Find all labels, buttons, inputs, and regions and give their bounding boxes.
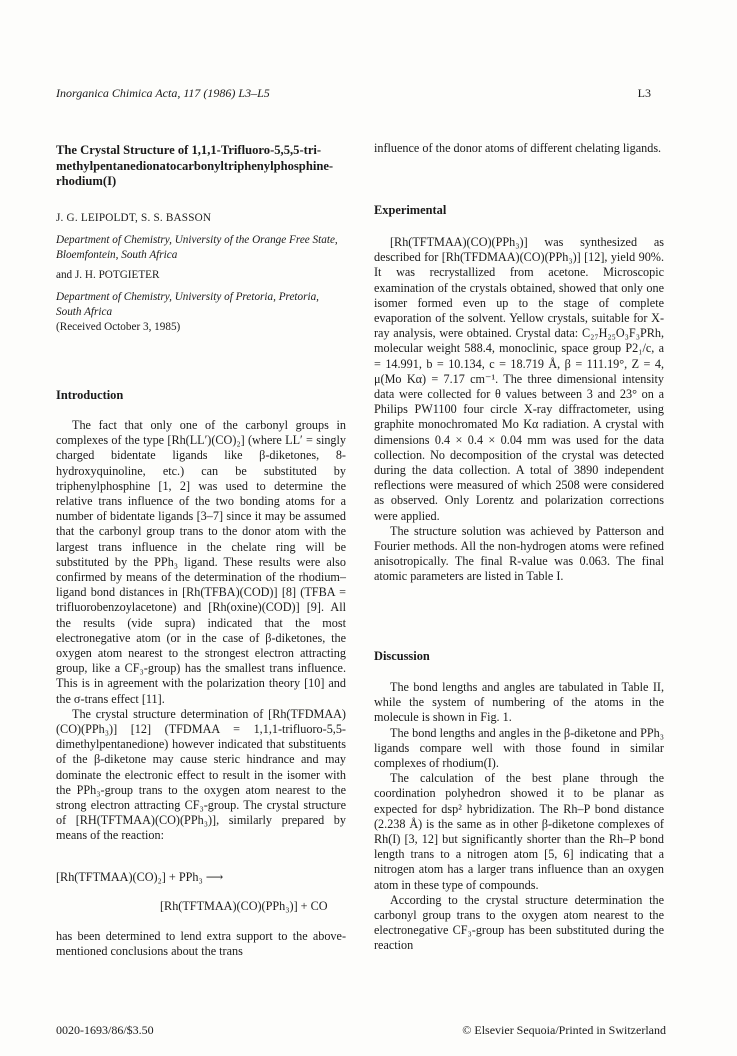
experimental-body: [374, 235, 664, 585]
introduction-paragraph: The crystal structure determination of [Rh(TFDMAA)(CO)(PPh₃)] [12] (TFDMAA = 1,1,1-trifluoro-5,5-dimethylpentanedione) however indicated that substituents of the β-diketone may cause steric hindrance and may dominate the electronic effect to result in the isomer with the PPh₃-group trans to the oxygen atom nearest to the strong electron attracting CF₃-group. The crystal structure of [RH(TFTMAA)(CO)(PPh₃)], similarly prepared by means of the reaction:: [56, 706, 346, 843]
journal-header: Inorganica Chimica Acta, 117 (1986) L3–L5: [56, 86, 270, 100]
affiliation-primary: Department of Chemistry, University of the Orange Free State, Bloemfontein, South Africa: [56, 234, 338, 261]
authors-secondary: and J. H. POTGIETER: [56, 269, 160, 281]
received-date: (Received October 3, 1985): [56, 321, 181, 333]
introduction-body: [56, 418, 346, 844]
footer-publisher: © Elsevier Sequoia/Printed in Switzerland: [462, 1023, 666, 1037]
discussion-paragraph: The bond lengths and angles in the β-diketone and PPh₃ ligands compare well with those found in similar complexes of rhodium(I).: [374, 725, 664, 771]
introduction-paragraph: has been determined to lend extra support to the above-mentioned conclusions about the trans: [56, 929, 346, 959]
discussion-body: [374, 680, 664, 954]
introduction-paragraph: The fact that only one of the carbonyl groups in complexes of the type [Rh(LL′)(CO)₂] (where LL′ = singly charged bidentate ligands like β-diketones, 8-hydroxyquinoline, etc.) can be substituted by triphenylphosphine [1, 2] was used to determine the relative trans influence of the two bonding atoms for a number of bidentate ligands [3–7] since it may be assumed that the carbonyl group trans to the donor atom with the largest trans influence in the chelate ring will be substituted by the PPh₃ ligand. These results were also confirmed by means of the determination of the rhodium–ligand bond distances in [Rh(TFBA)(COD)] [8] (TFBA = trifluorobenzoylacetone) and [Rh(oxine)(COD)] [9]. All the results (vide supra) indicated that the most electronegative atom (or in the case of β-diketones, the oxygen atom nearest to the strongest electron attracting group, like a CF₃-group) has the smallest trans influence. This is in agreement with the polarization theory [10] and the σ-trans effect [11].: [56, 418, 346, 706]
introduction-continued: [56, 929, 346, 959]
introduction-heading: Introduction: [56, 388, 124, 402]
right-column-continuation: [374, 141, 664, 156]
reaction-equation-line2: [Rh(TFTMAA)(CO)(PPh₃)] + CO: [160, 899, 328, 913]
authors-primary: J. G. LEIPOLDT, S. S. BASSON: [56, 212, 212, 224]
discussion-paragraph: According to the crystal structure determination the carbonyl group trans to the oxygen atom nearest to the electronegative CF₃-group has been substituted during the reaction: [374, 892, 664, 953]
reaction-equation-line1: [Rh(TFTMAA)(CO)₂] + PPh₃ ⟶: [56, 870, 224, 884]
discussion-heading: Discussion: [374, 649, 430, 663]
affiliation-secondary: Department of Chemistry, University of Pretoria, Pretoria, South Africa: [56, 291, 319, 318]
experimental-paragraph: The structure solution was achieved by Patterson and Fourier methods. All the non-hydrogen atoms were refined anisotropically. The final R-value was 0.063. The final atomic parameters are listed in Table I.: [374, 523, 664, 584]
discussion-paragraph: The bond lengths and angles are tabulated in Table II, while the system of numbering of the atoms in the molecule is shown in Fig. 1.: [374, 680, 664, 725]
footer-issn: 0020-1693/86/$3.50: [56, 1023, 154, 1037]
discussion-paragraph: The calculation of the best plane through the coordination polyhedron showed it to be planar as expected for dsp² hybridization. The Rh–P bond distance (2.238 Å) is the same as in other β-diketone complexes of Rh(I) [3, 12] but significantly shorter than the Rh–P bond length trans to a nitrogen atom [5, 6] indicating that a nitrogen atom has a larger trans influence than an oxygen atom in these type of compounds.: [374, 771, 664, 892]
page-number: L3: [637, 86, 651, 100]
article-title: The Crystal Structure of 1,1,1-Trifluoro-5,5,5-tri-methylpentanedionatocarbonyltriphenylphosphine-rhodium(I): [56, 143, 334, 188]
experimental-paragraph: [Rh(TFTMAA)(CO)(PPh₃)] was synthesized as described for [Rh(TFDMAA)(CO)(PPh₃)] [12], yield 90%. It was recrystallized from acetone. Microscopic examination of the crystals obtained, showed that only one isomer formed even up to the stage of complete evaporation of the solvent. Yellow crystals, suitable for X-ray analysis, were obtained. Crystal data: C₂₇H₂₅O₃F₃PRh, molecular weight 588.4, monoclinic, space group P2₁/c, a = 14.991, b = 10.134, c = 18.719 Å, β = 111.19°, Z = 4, μ(Mo Kα) = 7.17 cm⁻¹. The three dimensional intensity data were collected for θ values between 3 and 23° on a Philips PW1100 four circle X-ray diffractometer, using graphite monochromated Mo Kα radiation. A crystal with dimensions 0.4 × 0.4 × 0.04 mm was used for the data collection. No decomposition of the crystal was detected during the data collection. A total of 3890 independent reflections were measured of which 2508 were considered as observed. Only Lorentz and polarization corrections were applied.: [374, 235, 664, 523]
experimental-heading: Experimental: [374, 203, 447, 217]
continued-paragraph: influence of the donor atoms of different chelating ligands.: [374, 141, 662, 155]
